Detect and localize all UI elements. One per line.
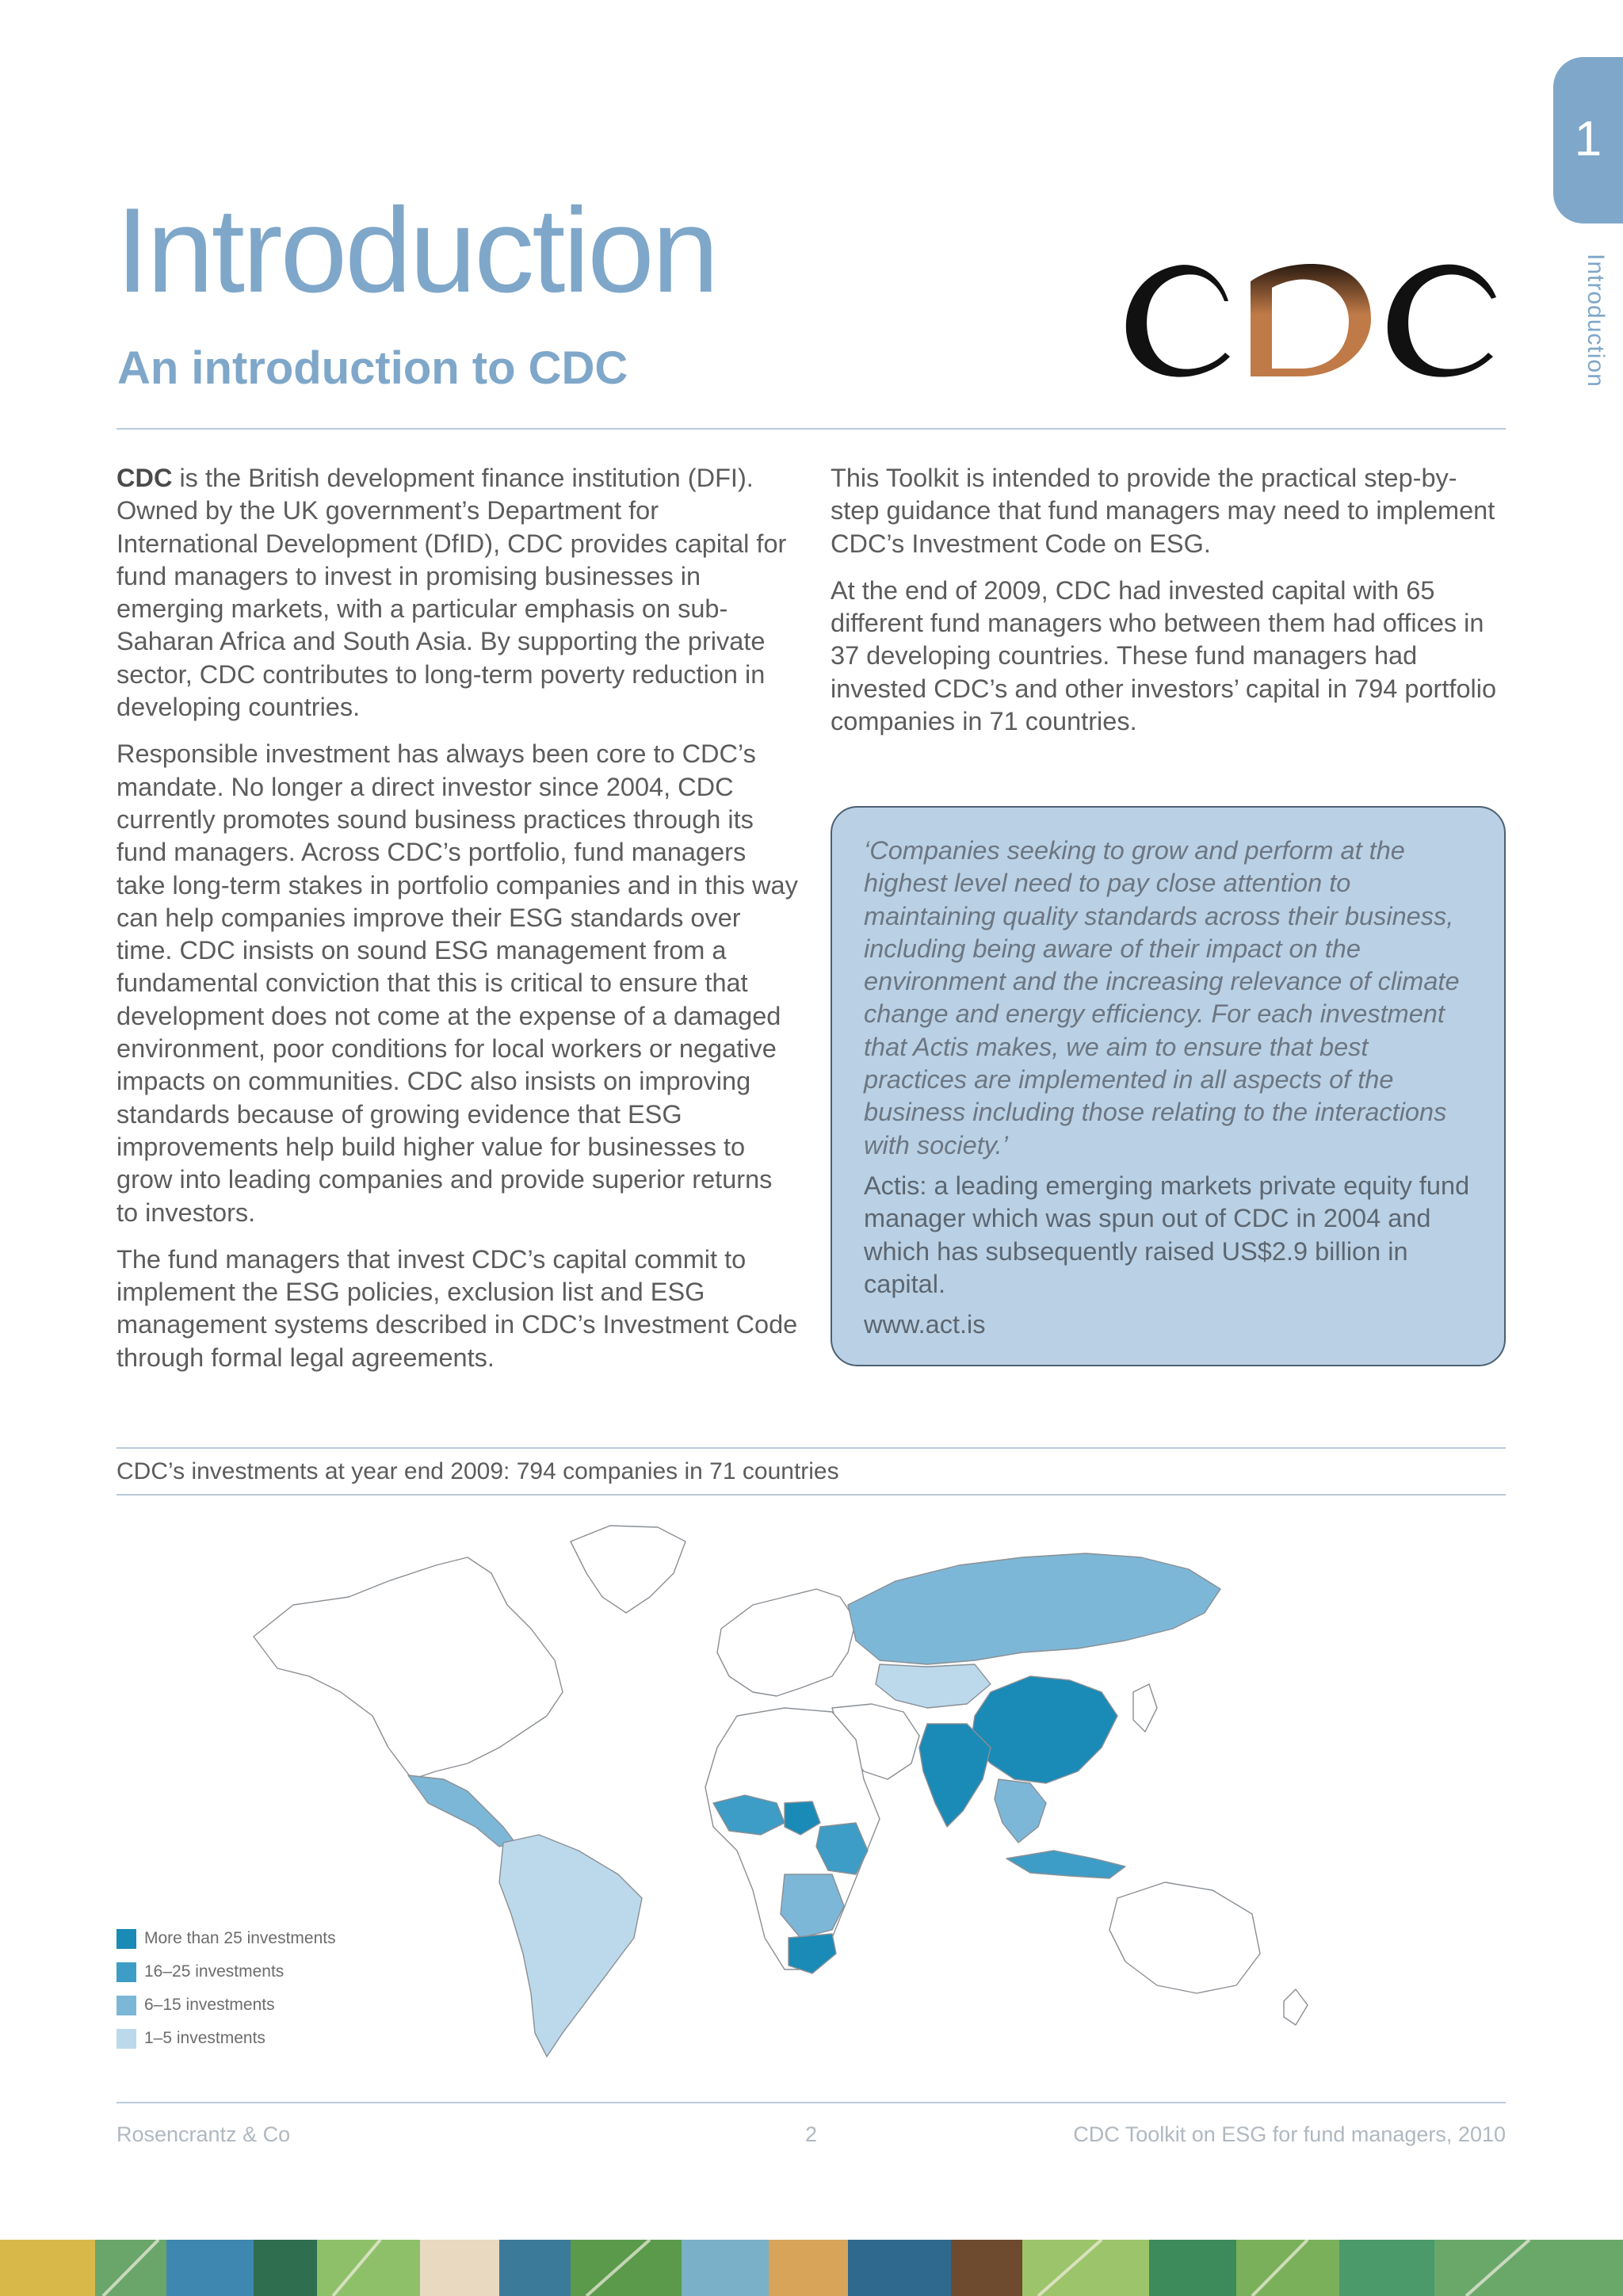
header-divider: [116, 428, 1506, 430]
legend-label: 16–25 investments: [144, 1962, 285, 1981]
legend-item: [116, 2022, 336, 2055]
greenland: [571, 1526, 685, 1613]
decorative-pattern-strip: [0, 2240, 1623, 2296]
legend-label: 1–5 investments: [144, 2029, 265, 2047]
legend-label: 6–15 investments: [144, 1996, 275, 2014]
world-investment-map: [230, 1510, 1395, 2065]
responsible-investment-paragraph: Responsible investment has always been core to CDC’s mandate. No longer a direct investor since 2004, CDC currently promotes sound business practices through its fund managers. Across CDC’s portfolio, fund managers take long-term stakes in portfolio companies and in this way can help companies improve their ESG standards over time. CDC insists on sound ESG management from a fundamental conviction that this is critical to ensure that development does not come at the expense of a damaged environment, poor conditions for local workers or negative impacts on communities. CDC also insists on improving standards because of growing evidence that ESG improvements help build higher value for businesses to grow into leading companies and provide superior returns to investors.: [116, 739, 798, 1227]
legend-swatch: [116, 1996, 136, 2015]
map-top-rule: [116, 1447, 1506, 1449]
page-title: Introduction: [116, 183, 717, 318]
footer-rule: [116, 2102, 1506, 2103]
europe: [717, 1589, 856, 1696]
actis-website-link[interactable]: www.act.is: [864, 1310, 986, 1339]
map-caption-rule: [116, 1494, 1506, 1496]
south-america: [499, 1835, 642, 2057]
right-column: [831, 462, 1506, 752]
toolkit-paragraph: This Toolkit is intended to provide the practical step-by-step guidance that fund managers may need to implement CDC’s Investment Code on ESG.: [831, 464, 1495, 558]
actis-quote-box: [831, 806, 1506, 1366]
legend-item: [116, 1955, 336, 1988]
chapter-side-label: Introduction: [1583, 254, 1609, 388]
mexico-central-america: [408, 1775, 515, 1847]
intro-paragraph: [116, 462, 798, 724]
left-column: [116, 462, 798, 1389]
legend-label: More than 25 investments: [144, 1929, 336, 1947]
india: [919, 1724, 991, 1827]
legend-swatch: [116, 2029, 136, 2049]
footer-page-number: 2: [805, 2122, 818, 2146]
chapter-number: 1: [1574, 112, 1602, 166]
cdc-lead: CDC: [116, 464, 173, 492]
quote-text: ‘Companies seeking to grow and perform at the highest level need to pay close attention to maintaining quality standards across their business, including being aware of their impact on the environment and the increasing relevance of climate change and energy efficiency. For each investment that Actis makes, we aim to ensure that best practices are implemented in all aspects of the business including those relating to the interactions with society.’: [864, 836, 1460, 1159]
southeast-asia: [995, 1779, 1046, 1843]
central-asia: [876, 1664, 991, 1708]
fund-managers-paragraph: The fund managers that invest CDC’s capital commit to implement the ESG policies, exclusion list and ESG management systems described in CDC’s Investment Code through formal legal agreements.: [116, 1244, 798, 1372]
north-america: [254, 1557, 563, 1779]
indonesia: [1006, 1851, 1125, 1878]
map-legend: [116, 1922, 336, 2055]
china: [971, 1676, 1117, 1783]
footer-publisher: Rosencrantz & Co: [116, 2122, 291, 2146]
footer-document-title: CDC Toolkit on ESG for fund managers, 2010: [1073, 2122, 1506, 2146]
legend-swatch: [116, 1929, 136, 1949]
australia: [1109, 1882, 1260, 1993]
intro-paragraph-text: is the British development finance institution (DFI). Owned by the UK government’s Department for International Development (DfID), CDC provides capital for fund managers to invest in promising businesses in emerging markets, with a particular emphasis on sub-Saharan Africa and South Asia. By supporting the private sector, CDC contributes to long-term poverty reduction in developing countries.: [116, 464, 787, 722]
legend-item: [116, 1988, 336, 2022]
cdc-logo: [1109, 226, 1506, 392]
south-africa: [789, 1934, 836, 1973]
map-caption: CDC’s investments at year end 2009: 794 companies in 71 countries: [116, 1458, 839, 1484]
legend-swatch: [116, 1962, 136, 1982]
new-zealand: [1284, 1989, 1308, 2025]
investment-stats-paragraph: At the end of 2009, CDC had invested capital with 65 different fund managers who between them had offices in 37 developing countries. These fund managers had invested CDC’s and other investors’ capital in 794 portfolio companies in 71 countries.: [831, 575, 1497, 736]
page-subtitle: An introduction to CDC: [117, 342, 628, 394]
quote-attribution: Actis: a leading emerging markets private equity fund manager which was spun out of CDC in 2004 and which has subsequently raised US$2.9 billion in capital.: [864, 1171, 1470, 1298]
japan: [1133, 1684, 1157, 1732]
russia: [848, 1553, 1220, 1664]
legend-item: [116, 1922, 336, 1955]
